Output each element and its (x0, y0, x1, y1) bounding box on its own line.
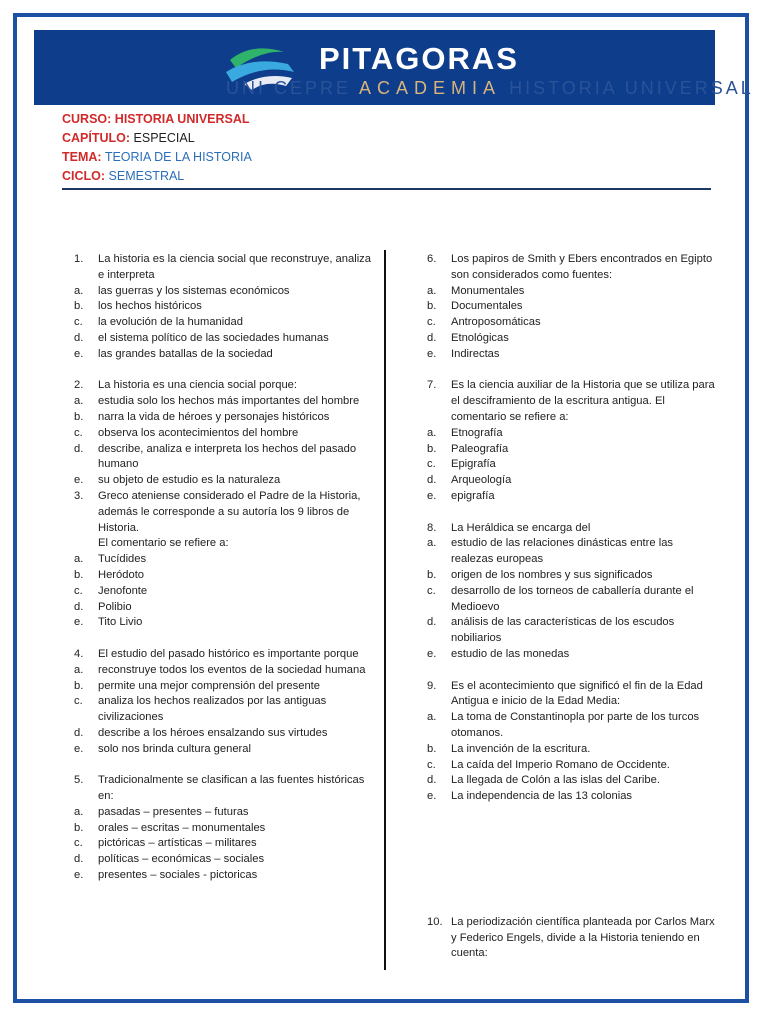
option-text: Polibio (98, 600, 132, 613)
meta-curso (62, 110, 252, 129)
option-letter: b. (74, 410, 84, 423)
option-text: solo nos brinda cultura general (98, 742, 251, 755)
option-letter: a. (427, 426, 437, 439)
option-letter: b. (74, 821, 84, 834)
option-letter: c. (74, 316, 83, 329)
option-text: Etnológicas (451, 331, 509, 344)
subtitle-left: UNI CEPRE (226, 78, 352, 98)
option-text: Heródoto (98, 568, 145, 581)
question-text: Es la ciencia auxiliar de la Historia que se utiliza para el desciframiento de la escritura antigua. El comentario se refiere a: (451, 379, 715, 423)
option-text: epigrafía (451, 489, 495, 502)
option-letter: a. (74, 805, 84, 818)
question-2 (74, 378, 374, 489)
option-text: Epigrafía (451, 458, 496, 471)
option-letter: b. (74, 679, 84, 692)
option-letter: a. (427, 284, 437, 297)
question-text: Greco ateniense considerado el Padre de la Historia, además le corresponde a su autoría los 9 libros de Historia. (98, 489, 361, 534)
option-text: La toma de Constantinopla por parte de los turcos otomanos. (451, 711, 700, 739)
option-text: Monumentales (451, 284, 525, 297)
question-number: 8. (427, 521, 437, 534)
header-divider (62, 188, 711, 190)
option-letter: b. (74, 568, 84, 581)
question-text: La Heráldica se encarga del (451, 521, 591, 534)
option-letter: e. (427, 347, 437, 360)
option-letter: d. (74, 442, 84, 455)
question-3 (74, 489, 374, 631)
tema-value: TEORIA DE LA HISTORIA (104, 150, 252, 164)
option-letter: a. (74, 553, 84, 566)
question-number: 4. (74, 647, 84, 660)
option-letter: e. (427, 489, 437, 502)
question-1 (74, 252, 374, 363)
option-letter: c. (427, 758, 436, 771)
option-text: desarrollo de los torneos de caballería durante el Medioevo (451, 584, 694, 613)
option-letter: b. (427, 568, 437, 581)
meta-tema (62, 148, 252, 167)
option-letter: e. (74, 474, 84, 487)
option-letter: d. (427, 331, 437, 344)
question-number: 10. (427, 915, 443, 928)
option-text: análisis de las características de los escudos nobiliarios (451, 616, 675, 645)
question-number: 5. (74, 774, 84, 787)
option-text: las grandes batallas de la sociedad (98, 347, 273, 360)
option-letter: d. (427, 774, 437, 787)
option-letter: a. (427, 711, 437, 724)
question-9 (427, 679, 717, 805)
option-letter: d. (74, 600, 84, 613)
option-text: permite una mejor comprensión del presente (98, 679, 321, 692)
option-letter: d. (74, 331, 84, 344)
question-6 (427, 252, 717, 363)
course-meta (62, 110, 252, 186)
ciclo-value: SEMESTRAL (108, 169, 185, 183)
question-10 (427, 915, 717, 962)
option-text: narra la vida de héroes y personajes históricos (98, 410, 330, 423)
option-letter: a. (74, 284, 84, 297)
option-text: Indirectas (451, 347, 500, 360)
option-text: reconstruye todos los eventos de la sociedad humana (98, 663, 366, 676)
question-text: La historia es la ciencia social que reconstruye, analiza e interpreta (98, 253, 372, 281)
question-number: 6. (427, 253, 437, 265)
option-letter: d. (74, 726, 84, 739)
option-letter: c. (427, 316, 436, 329)
option-text: la evolución de la humanidad (98, 316, 243, 329)
question-8 (427, 521, 717, 663)
capitulo-value: ESPECIAL (133, 131, 195, 145)
option-text: pasadas – presentes – futuras (98, 805, 249, 818)
brand-subtitle (226, 78, 754, 99)
option-letter: c. (74, 584, 83, 597)
meta-ciclo (62, 167, 252, 186)
question-number: 1. (74, 253, 84, 265)
option-letter: b. (74, 300, 84, 313)
option-text: Jenofonte (98, 584, 148, 597)
option-letter: e. (74, 742, 84, 755)
tema-label: TEMA: (62, 150, 102, 164)
option-text: pictóricas – artísticas – militares (98, 837, 257, 850)
option-letter: c. (74, 837, 83, 850)
option-text: La llegada de Colón a las islas del Caribe. (451, 774, 660, 787)
option-text: Arqueología (451, 474, 512, 487)
question-text: Los papiros de Smith y Ebers encontrados en Egipto son considerados como fuentes: (451, 253, 713, 281)
option-text: Documentales (451, 300, 523, 313)
question-text: El estudio del pasado histórico es importante porque (98, 647, 359, 660)
option-text: La independencia de las 13 colonias (451, 790, 633, 803)
option-text: La invención de la escritura. (451, 742, 591, 755)
option-letter: b. (427, 442, 437, 455)
capitulo-label: CAPÍTULO: (62, 131, 131, 145)
option-text: políticas – económicas – sociales (98, 853, 265, 866)
option-text: observa los acontecimientos del hombre (98, 426, 299, 439)
option-text: Etnografía (451, 426, 503, 439)
question-text: La historia es una ciencia social porque: (98, 379, 298, 392)
option-letter: e. (74, 616, 84, 629)
option-letter: e. (74, 347, 84, 360)
question-number: 2. (74, 379, 84, 392)
option-letter: e. (427, 790, 437, 803)
column-divider (384, 250, 386, 970)
option-letter: a. (427, 537, 437, 550)
option-letter: d. (74, 853, 84, 866)
option-text: La caída del Imperio Romano de Occidente. (451, 758, 670, 771)
question-number: 9. (427, 679, 437, 692)
curso-value: HISTORIA UNIVERSAL (114, 112, 250, 126)
question-4 (74, 647, 374, 758)
option-text: describe, analiza e interpreta los hechos del pasado humano (98, 442, 357, 471)
question-text: Es el acontecimiento que significó el fin de la Edad Antigua e inicio de la Edad Media: (451, 679, 703, 708)
option-letter: c. (74, 426, 83, 439)
option-letter: c. (427, 584, 436, 597)
question-text: Tradicionalmente se clasifican a las fuentes históricas en: (98, 774, 365, 803)
left-column (74, 252, 374, 884)
question-comment: El comentario se refiere a: (98, 537, 229, 550)
question-number: 3. (74, 489, 84, 502)
option-text: origen de los nombres y sus significados (451, 568, 653, 581)
option-text: las guerras y los sistemas económicos (98, 284, 290, 297)
header-banner (34, 30, 754, 105)
option-text: presentes – sociales - pictoricas (98, 869, 258, 882)
question-7 (427, 378, 717, 504)
option-letter: a. (74, 395, 84, 408)
option-letter: d. (427, 474, 437, 487)
brand-name: PITAGORAS (319, 41, 519, 76)
option-text: Paleografía (451, 442, 509, 455)
option-text: estudio de las monedas (451, 647, 570, 660)
option-letter: e. (427, 647, 437, 660)
option-text: el sistema político de las sociedades humanas (98, 331, 329, 344)
option-letter: d. (427, 616, 437, 629)
option-letter: a. (74, 663, 84, 676)
curso-label: CURSO: (62, 112, 112, 126)
option-text: su objeto de estudio es la naturaleza (98, 474, 281, 487)
subtitle-right: HISTORIA UNIVERSAL (509, 78, 754, 98)
option-text: describe a los héroes ensalzando sus virtudes (98, 726, 328, 739)
right-column (427, 252, 717, 962)
question-number: 7. (427, 379, 437, 392)
question-text: La periodización científica planteada por Carlos Marx y Federico Engels, divide a la Historia teniendo en cuenta: (451, 915, 715, 960)
option-text: analiza los hechos realizados por las antiguas civilizaciones (98, 695, 327, 724)
option-text: Tito Livio (98, 616, 143, 629)
question-5 (74, 773, 374, 884)
option-text: estudio de las relaciones dinásticas entre las realezas europeas (451, 537, 674, 566)
option-letter: c. (427, 458, 436, 471)
option-letter: c. (74, 695, 83, 708)
option-letter: e. (74, 869, 84, 882)
option-text: estudia solo los hechos más importantes del hombre (98, 395, 360, 408)
meta-capitulo (62, 129, 252, 148)
option-text: Antroposomáticas (451, 316, 541, 329)
option-text: los hechos históricos (98, 300, 202, 313)
option-text: orales – escritas – monumentales (98, 821, 266, 834)
option-letter: b. (427, 300, 437, 313)
ciclo-label: CICLO: (62, 169, 106, 183)
option-letter: b. (427, 742, 437, 755)
option-text: Tucídides (98, 553, 147, 566)
subtitle-mid: ACADEMIA (359, 78, 502, 98)
